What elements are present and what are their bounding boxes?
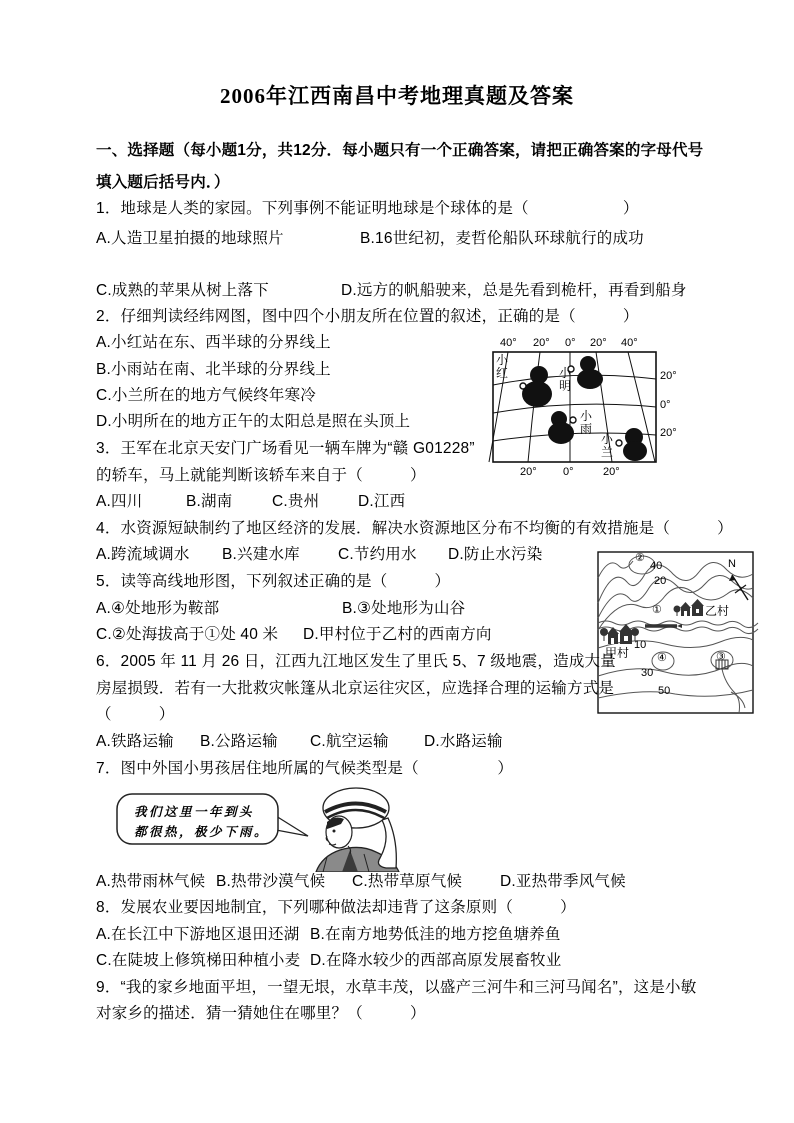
contour-label-30: 30 (641, 667, 654, 679)
q1-option-d: D.远方的帆船驶来，总是先看到桅杆，再看到船身 (341, 282, 687, 299)
q2-option-c: C.小兰所在的地方气候终年寒冷 (96, 387, 317, 404)
q3-option-b: B.湖南 (186, 493, 233, 510)
q1-option-c: C.成熟的苹果从树上落下 (96, 282, 269, 299)
q5-option-c: C.②处海拔高于①处 40 米 (96, 626, 279, 643)
kid-label-xiaohong: 小红 (495, 353, 508, 380)
question-6-stem-line3: （ ） (96, 706, 175, 723)
q2-option-a: A.小红站在东、西半球的分界线上 (96, 334, 331, 351)
compass-n-label: N (728, 558, 736, 570)
q7-option-a: A.热带雨林气候 (96, 873, 206, 890)
q4-option-b: B.兴建水库 (222, 546, 300, 563)
question-2-stem: 2．仔细判读经纬网图，图中四个小朋友所在位置的叙述，正确的是（ ） (96, 308, 639, 325)
contour-marker-2: ② (635, 552, 645, 564)
question-9-stem-line1: 9．“我的家乡地面平坦，一望无垠，水草丰茂，以盛产三河牛和三河马闻名”，这是小敏 (96, 979, 697, 996)
grid-top-label-0: 0° (565, 337, 576, 349)
compass (729, 575, 748, 600)
q2-option-b: B.小雨站在南、北半球的分界线上 (96, 361, 331, 378)
contour-map-drawing (595, 548, 760, 718)
contour-label-10: 10 (634, 639, 647, 651)
village-yi-houses (674, 599, 705, 616)
question-7-stem: 7．图中外国小男孩居住地所属的气候类型是（ ） (96, 760, 514, 777)
grid-top-label-40e: 40° (621, 337, 638, 349)
question-3-options (96, 492, 405, 512)
section-heading-line2: 填入题后括号内．） (96, 174, 230, 191)
grid-map-figure (487, 337, 703, 481)
grid-top-label-20w: 20° (533, 337, 550, 349)
q7-option-d: D.亚热带季风气候 (500, 873, 626, 890)
contour-marker-4: ④ (657, 652, 667, 664)
speech-text-line1: 我们这里一年到头 (134, 805, 255, 819)
boy-figure (316, 788, 399, 872)
question-3-stem-line2: 的轿车，马上就能判断该轿车来自于（ ） (96, 467, 426, 484)
kid-label-xiaolan: 小兰 (600, 432, 613, 459)
question-9-stem-line2: 对家乡的描述．猜一猜她住在哪里？（ ） (96, 1005, 426, 1022)
q7-option-c: C.热带草原气候 (352, 873, 463, 890)
q4-option-a: A.跨流域调水 (96, 546, 190, 563)
question-8-stem: 8．发展农业要因地制宜，下列哪种做法却违背了这条原则（ ） (96, 899, 576, 916)
kid-label-xiaoyu: 小雨 (579, 409, 592, 436)
q8-option-b: B.在南方地势低洼的地方挖鱼塘养鱼 (310, 926, 561, 943)
question-3-stem-line1: 3．王军在北京天安门广场看见一辆车牌为“赣 G01228” (96, 440, 475, 457)
contour-marker-3: ③ (716, 651, 726, 663)
kid-figure-xiaohong (520, 366, 552, 407)
grid-map-drawing (487, 337, 703, 481)
q5-option-d: D.甲村位于乙村的西南方向 (303, 626, 492, 643)
village-jia-label: 甲村 (605, 646, 630, 660)
question-4-options (96, 545, 542, 565)
question-5-options-row2 (96, 625, 492, 645)
contour-map-figure (595, 548, 760, 718)
question-8-options-row1 (96, 925, 561, 945)
contour-label-40: 40 (650, 560, 663, 572)
q1-option-a: A.人造卫星拍摄的地球照片 (96, 230, 284, 247)
q6-option-b: B.公路运输 (200, 733, 278, 750)
q4-option-c: C.节约用水 (338, 546, 417, 563)
q3-option-c: C.贵州 (272, 493, 320, 510)
village-yi-label: 乙村 (705, 604, 730, 618)
question-1-stem: 1．地球是人类的家园。下列事例不能证明地球是个球体的是（ ） (96, 200, 639, 217)
question-1-options-row1 (96, 229, 644, 249)
q1-option-b: B.16世纪初，麦哲伦船队环球航行的成功 (360, 230, 644, 247)
q3-option-d: D.江西 (358, 493, 406, 510)
grid-top-label-20e: 20° (590, 337, 607, 349)
question-7-options (96, 872, 626, 892)
section-heading-line1: 一、选择题（每小题1分，共12分．每小题只有一个正确答案，请把正确答案的字母代号 (96, 142, 704, 159)
question-5-options-row1 (96, 599, 465, 619)
grid-top-label-40w: 40° (500, 337, 517, 349)
q4-option-d: D.防止水污染 (448, 546, 543, 563)
question-5-stem: 5．读等高线地形图，下列叙述正确的是（ ） (96, 573, 451, 590)
grid-bottom-label-20w: 20° (520, 466, 537, 478)
grid-bottom-label-20e: 20° (603, 466, 620, 478)
question-6-stem-line1: 6．2005 年 11 月 26 日，江西九江地区发生了里氏 5、7 级地震，造成大量 (96, 653, 616, 670)
grid-bottom-label-0: 0° (563, 466, 574, 478)
q6-option-a: A.铁路运输 (96, 733, 174, 750)
cartoon-figure (112, 784, 404, 872)
question-8-options-row2 (96, 951, 561, 971)
q8-option-d: D.在降水较少的西部高原发展畜牧业 (310, 952, 562, 969)
page-title: 2006年江西南昌中考地理真题及答案 (220, 84, 574, 108)
contour-marker-1: ① (652, 604, 662, 616)
q2-option-d: D.小明所在的地方正午的太阳总是照在头顶上 (96, 413, 411, 430)
q8-option-a: A.在长江中下游地区退田还湖 (96, 926, 300, 943)
grid-right-label-20n: 20° (660, 370, 677, 382)
grid-right-label-20s: 20° (660, 427, 677, 439)
question-4-stem: 4．水资源短缺制约了地区经济的发展．解决水资源地区分布不均衡的有效措施是（ ） (96, 520, 733, 537)
question-6-options (96, 732, 503, 752)
contour-label-20: 20 (654, 575, 667, 587)
q7-option-b: B.热带沙漠气候 (216, 873, 326, 890)
question-6-stem-line2: 房屋损毁．若有一大批救灾帐篷从北京运往灾区，应选择合理的运输方式是 (96, 680, 615, 697)
speech-text-line2: 都很热，极少下雨。 (134, 825, 270, 839)
kid-figure-xiaoyu (548, 411, 576, 444)
kid-label-xiaoming: 小明 (558, 366, 571, 393)
q5-option-a: A.④处地形为鞍部 (96, 600, 220, 617)
question-1-options-row2 (96, 281, 687, 301)
q8-option-c: C.在陡坡上修筑梯田种植小麦 (96, 952, 301, 969)
q6-option-d: D.水路运输 (424, 733, 503, 750)
contour-label-50: 50 (658, 685, 671, 697)
q5-option-b: B.③处地形为山谷 (342, 600, 466, 617)
q3-option-a: A.四川 (96, 493, 143, 510)
q6-option-c: C.航空运输 (310, 733, 389, 750)
grid-right-label-0: 0° (660, 399, 671, 411)
